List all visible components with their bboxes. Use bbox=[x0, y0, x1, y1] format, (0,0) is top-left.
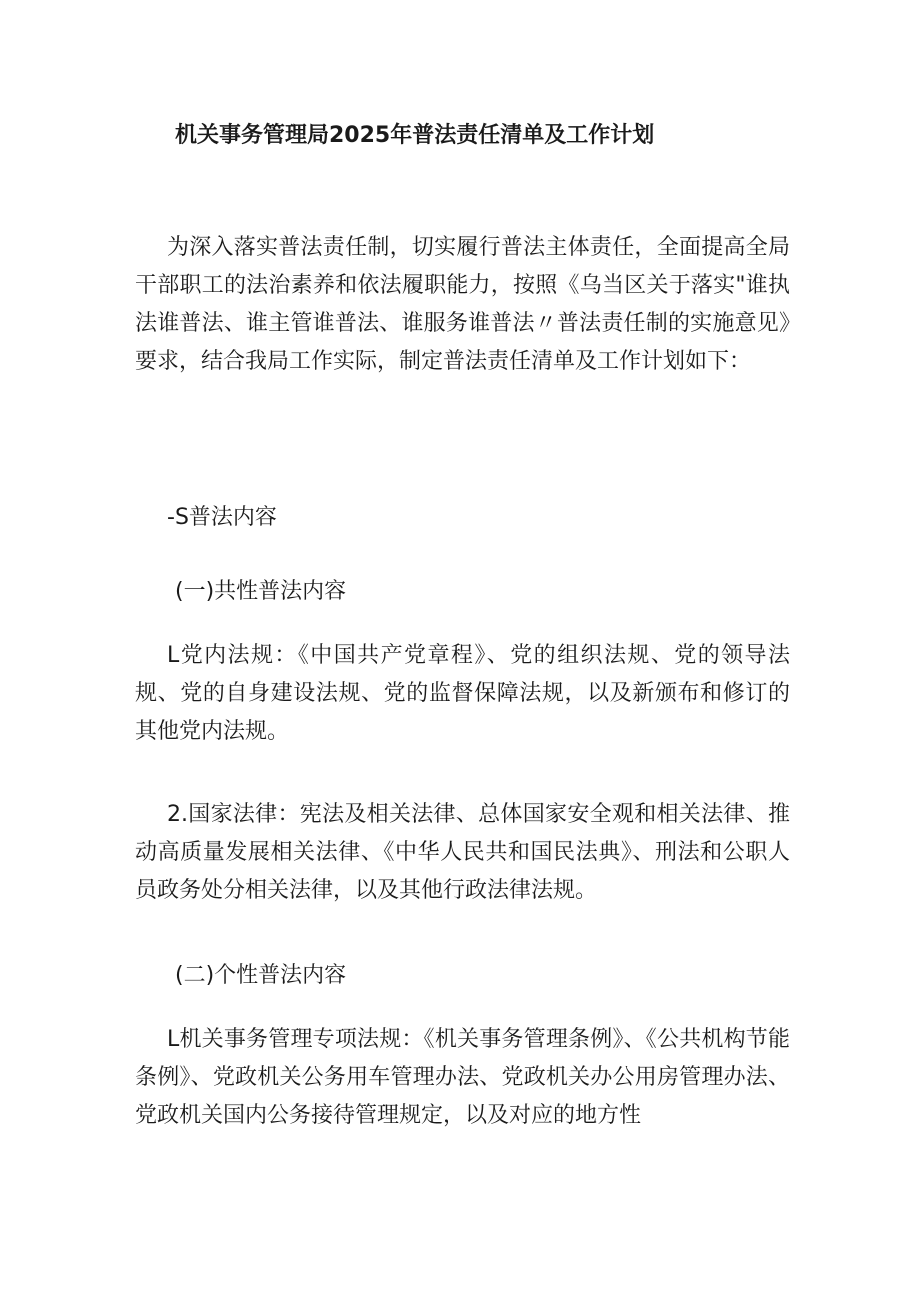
section-heading: -S普法内容 bbox=[167, 505, 277, 530]
document-title: 机关事务管理局2025年普法责任清单及工作计划 bbox=[175, 123, 655, 148]
list-item-agency-regulations: L机关事务管理专项法规：《机关事务管理条例》、《公共机构节能条例》、党政机关公务用车管理办法、党政机关办公用房管理办法、党政机关国内公务接待管理规定，以及对应的地方性 bbox=[135, 1027, 790, 1128]
list-item-party-regulations: L党内法规：《中国共产党章程》、党的组织法规、党的领导法规、党的自身建设法规、党的监督保障法规，以及新颁布和修订的其他党内法规。 bbox=[135, 643, 790, 744]
list-item-national-laws: 2.国家法律：宪法及相关法律、总体国家安全观和相关法律、推动高质量发展相关法律、《中华人民共和国民法典》、刑法和公职人员政务处分相关法律，以及其他行政法律法规。 bbox=[135, 802, 790, 903]
subsection-heading-specific: (二)个性普法内容 bbox=[175, 963, 347, 988]
intro-paragraph: 为深入落实普法责任制，切实履行普法主体责任，全面提高全局干部职工的法治素养和依法履职能力，按照《乌当区关于落实"谁执法谁普法、谁主管谁普法、谁服务谁普法〃普法责任制的实施意见》要求，结合我局工作实际，制定普法责任清单及工作计划如下： bbox=[135, 235, 790, 374]
subsection-heading-common: (一)共性普法内容 bbox=[175, 579, 347, 604]
